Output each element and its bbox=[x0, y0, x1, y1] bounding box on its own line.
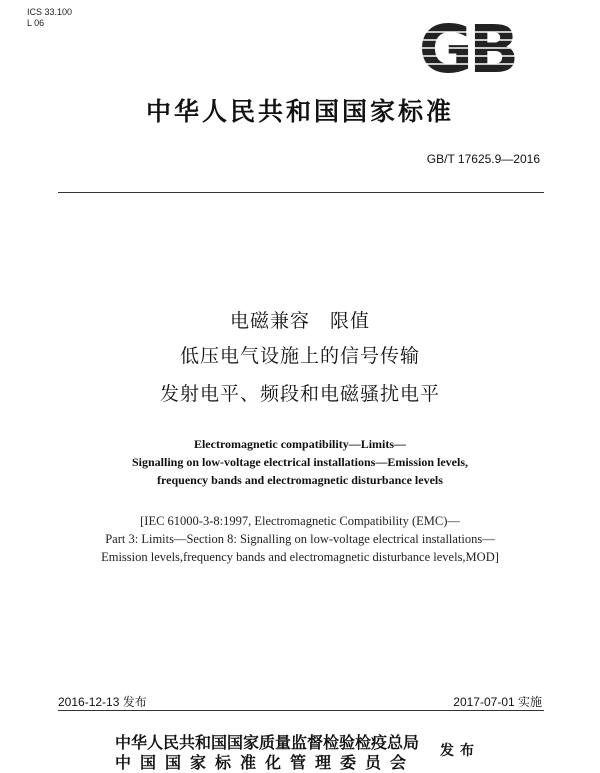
issuer-line-1: 中华人民共和国国家质量监督检验检疫总局 bbox=[115, 733, 420, 752]
gb-logo bbox=[392, 18, 542, 80]
implement-date: 2017-07-01 实施 bbox=[453, 695, 542, 709]
ics-code: ICS 33.100 bbox=[27, 7, 73, 17]
title-en-line-1: Electromagnetic compatibility—Limits— bbox=[193, 437, 407, 451]
issuer-line-2: 中国国家标准化管理委员会 bbox=[115, 753, 416, 772]
publish-date: 2016-12-13 发布 bbox=[58, 695, 147, 709]
reference-line-3: Emission levels,frequency bands and electromagnetic disturbance levels,MOD] bbox=[101, 550, 499, 564]
reference-line-2: Part 3: Limits—Section 8: Signalling on low-voltage electrical installations— bbox=[105, 532, 495, 546]
reference-line-1: [IEC 61000-3-8:1997, Electromagnetic Compatibility (EMC)— bbox=[140, 514, 460, 528]
title-en-line-3: frequency bands and electromagnetic disturbance levels bbox=[157, 473, 443, 487]
classification-code: L 06 bbox=[27, 18, 45, 28]
title-zh-line-1: 电磁兼容 限值 bbox=[229, 310, 370, 332]
bottom-divider bbox=[58, 710, 544, 711]
top-divider bbox=[58, 192, 544, 193]
gb-logo-text: GB bbox=[418, 18, 516, 80]
title-zh-line-2: 低压电气设施上的信号传输 bbox=[179, 345, 420, 367]
title-zh-line-3: 发射电平、频段和电磁骚扰电平 bbox=[159, 383, 440, 405]
standard-title: 中华人民共和国国家标准 bbox=[145, 97, 454, 126]
title-en-line-2: Signalling on low-voltage electrical installations—Emission levels, bbox=[132, 455, 468, 469]
issue-label: 发布 bbox=[440, 743, 480, 759]
standard-number: GB/T 17625.9—2016 bbox=[426, 152, 540, 166]
